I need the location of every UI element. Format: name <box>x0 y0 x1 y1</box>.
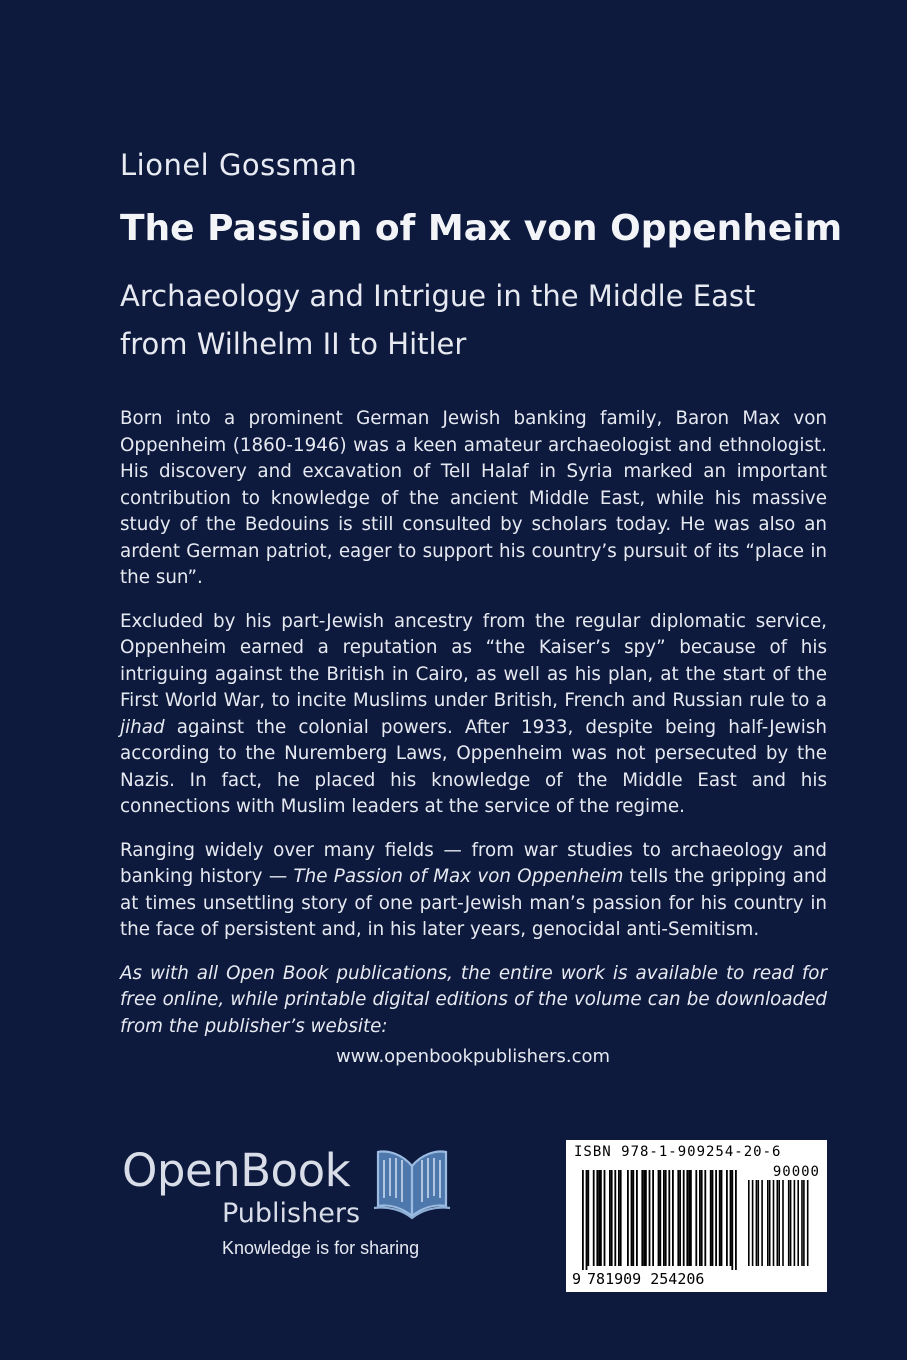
ean-right-group: 254206 <box>650 1270 705 1288</box>
barcode-bar <box>726 1170 728 1266</box>
barcode-bar <box>712 1170 714 1266</box>
blurb-paragraph-3-text-b: tells the gripping and at times unsettling story of one part-Jewish man’s passion for his country in the face of persistent and, in his later years, genocidal anti-Semitism. <box>120 866 828 940</box>
barcode-bar <box>699 1170 701 1266</box>
barcode-bar <box>643 1170 645 1266</box>
barcode-bar <box>672 1170 674 1266</box>
barcode-bar <box>679 1170 681 1266</box>
barcode-bar <box>663 1170 665 1266</box>
barcode-bar <box>686 1170 688 1266</box>
barcode-bar <box>688 1170 690 1266</box>
blurb-paragraph-2-text-a: Excluded by his part-Jewish ancestry from the regular diplomatic service, Oppenheim earned a reputation as “the Kaiser’s spy” because of his intriguing against the British in Cairo, as well as his plan, at the start of the First World War, to incite Muslims under British, French and Russian rule to a <box>120 610 827 711</box>
barcode-bar <box>715 1170 717 1266</box>
price-barcode-bar <box>782 1180 784 1266</box>
barcode-bar <box>704 1170 706 1266</box>
barcode-bar <box>683 1170 685 1266</box>
barcode-bar <box>596 1170 598 1266</box>
barcode-bar <box>677 1170 679 1266</box>
ean-first-digit: 9 <box>572 1270 582 1288</box>
blurb-paragraph-1: Born into a prominent German Jewish banking family, Baron Max von Oppenheim (1860-1946) was a keen amateur archaeologist and ethnologist. His discovery and excavation of Tell Halaf in Syria marked an important contribution to knowledge of the ancient Middle East, while his massive study of the Bedouins is still consulted by scholars today. He was also an ardent German patriot, eager to support his country’s pursuit of its “place in the sun”. <box>120 408 827 588</box>
isbn-text: ISBN 978-1-909254-20-6 <box>574 1144 782 1160</box>
blurb-paragraph-2 <box>120 609 827 821</box>
barcode-bar <box>665 1170 667 1266</box>
barcode-bar <box>730 1170 732 1266</box>
price-barcode-bar <box>752 1180 754 1266</box>
blurb-paragraph-3-text-a: Ranging widely over many fields — from war studies to archaeology and banking history — <box>120 839 827 887</box>
subtitle-line-2: from Wilhelm II to Hitler <box>120 327 467 361</box>
barcode-bar <box>710 1170 712 1266</box>
barcode-bar <box>582 1170 584 1270</box>
barcode-bar <box>659 1170 661 1266</box>
barcode-bar <box>641 1170 643 1266</box>
logo-subtitle: Publishers <box>222 1198 361 1229</box>
barcode-bar <box>614 1170 616 1266</box>
ean-digits <box>572 1270 732 1288</box>
blurb-paragraph-3 <box>120 838 827 944</box>
blurb <box>120 406 827 1057</box>
price-barcode-bar <box>748 1180 750 1266</box>
barcode-bar <box>600 1170 602 1266</box>
publisher-tagline: Knowledge is for sharing <box>222 1238 420 1258</box>
barcode-bar <box>636 1170 638 1266</box>
price-barcode-bar <box>773 1180 775 1266</box>
barcode-bar <box>649 1170 651 1266</box>
price-barcode-bar <box>803 1180 805 1266</box>
barcode-bar <box>604 1170 606 1266</box>
barcode-bar <box>627 1170 629 1266</box>
logo-wordmark: OpenBook <box>122 1144 351 1197</box>
barcode-bar <box>620 1170 622 1266</box>
barcode-bar <box>618 1170 620 1266</box>
price-barcode-bar <box>794 1180 796 1266</box>
barcode-bar <box>652 1170 654 1266</box>
barcode-bars <box>572 1166 822 1270</box>
price-barcode-bar <box>758 1180 760 1266</box>
blurb-paragraph-2-emphasis: jihad <box>120 716 165 738</box>
price-barcode-bar <box>769 1180 771 1266</box>
price-code: 90000 <box>772 1164 820 1180</box>
barcode-bar <box>611 1170 613 1266</box>
book-subtitle <box>120 272 840 368</box>
price-barcode-bar <box>797 1180 799 1266</box>
barcode-bar <box>701 1170 703 1266</box>
barcode-bar <box>632 1170 634 1266</box>
barcode-bar <box>690 1170 692 1266</box>
price-barcode-bar <box>801 1180 803 1266</box>
barcode-bar <box>631 1170 633 1266</box>
open-book-icon <box>372 1146 452 1220</box>
price-barcode-bar <box>807 1180 809 1266</box>
barcode-box <box>566 1140 827 1292</box>
price-barcode-bar <box>777 1180 779 1266</box>
subtitle-line-1: Archaeology and Intrigue in the Middle East <box>120 279 756 313</box>
publisher-url[interactable]: www.openbookpublishers.com <box>335 1046 611 1067</box>
author-name: Lionel Gossman <box>120 148 358 182</box>
barcode-bar <box>598 1170 600 1266</box>
price-barcode-bar <box>761 1180 763 1266</box>
barcode-bar <box>719 1170 721 1266</box>
book-title: The Passion of Max von Oppenheim <box>120 208 843 249</box>
barcode-bar <box>645 1170 647 1266</box>
blurb-paragraph-3-emphasis: The Passion of Max von Oppenheim <box>293 866 624 887</box>
barcode-bar <box>695 1170 697 1266</box>
barcode-bar <box>658 1170 660 1266</box>
barcode-bar <box>735 1170 737 1270</box>
price-barcode-bar <box>790 1180 792 1266</box>
barcode-bar <box>668 1170 670 1266</box>
price-barcode-bar <box>767 1180 769 1266</box>
barcode-bar <box>593 1170 595 1266</box>
barcode-bar <box>721 1170 723 1266</box>
barcode-bar <box>586 1170 588 1270</box>
ean-left-group: 781909 <box>587 1270 642 1288</box>
barcode-bar <box>731 1170 733 1270</box>
blurb-paragraph-4: As with all Open Book publications, the entire work is available to read for free online, while printable digital editions of the volume can be downloaded from the publisher’s website: <box>120 962 827 1037</box>
price-barcode-bar <box>756 1180 758 1266</box>
barcode-bar <box>609 1170 611 1266</box>
price-barcode-bar <box>788 1180 790 1266</box>
barcode-bar <box>587 1170 589 1266</box>
price-barcode-bar <box>778 1180 780 1266</box>
blurb-paragraph-2-text-b: against the colonial powers. After 1933, despite being half-Jewish according to the Nuremberg Laws, Oppenheim was not persecuted by the Nazis. In fact, he placed his knowledge of the Middle East and his connections with Muslim leaders at the service of the regime. <box>120 716 827 817</box>
